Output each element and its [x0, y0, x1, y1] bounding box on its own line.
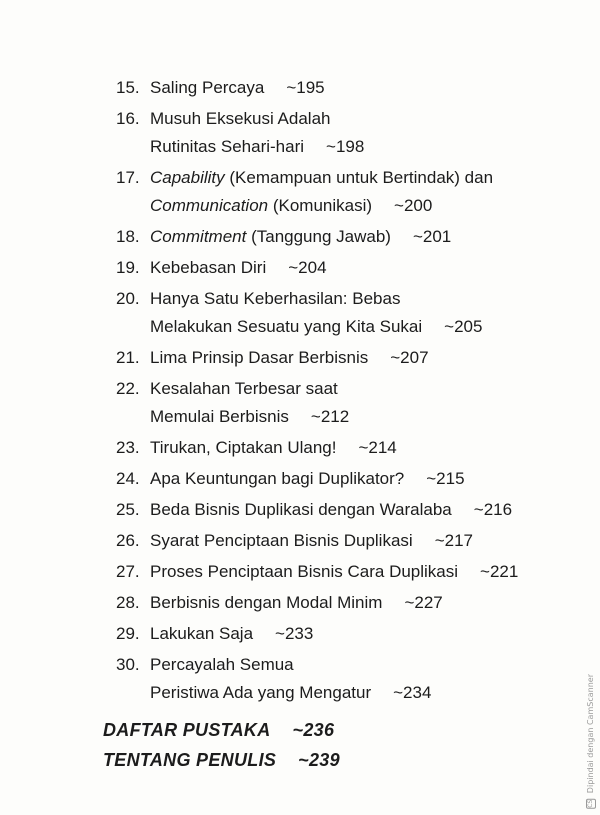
- toc-entry-number: 27.: [116, 562, 140, 581]
- toc-entry-title-line: [150, 496, 556, 524]
- toc-entry-title-line: [150, 192, 556, 220]
- toc-entry-page: ~215: [426, 469, 465, 488]
- toc-entry-page: ~214: [358, 438, 397, 457]
- toc-entry-text: Berbisnis dengan Modal Minim: [150, 593, 383, 612]
- toc-entry-text: Percayalah Semua: [150, 655, 294, 674]
- toc-entry-title-line: [150, 74, 556, 102]
- toc-entry-page: ~227: [404, 593, 443, 612]
- toc-entry: [116, 527, 556, 555]
- toc-entry: [116, 465, 556, 493]
- toc-entry-page: ~221: [480, 562, 519, 581]
- toc-entry: [116, 164, 556, 220]
- toc-entry-number: 22.: [116, 379, 140, 398]
- toc-entry-title-line: [150, 105, 556, 133]
- toc-entry-text: Beda Bisnis Duplikasi dengan Waralaba: [150, 500, 452, 519]
- toc-entry: [116, 223, 556, 251]
- toc-entry: [116, 375, 556, 431]
- scanner-watermark: [586, 674, 596, 809]
- toc-entry-page: ~233: [275, 624, 314, 643]
- toc-entry-title-line: [150, 651, 556, 679]
- toc-entry-text: Memulai Berbisnis: [150, 407, 289, 426]
- toc-entry-title-line: [150, 375, 556, 403]
- toc-entry-text: Rutinitas Sehari-hari: [150, 137, 305, 156]
- toc-entry-text: Lakukan Saja: [150, 624, 254, 643]
- toc-entry-number: 30.: [116, 655, 140, 674]
- toc-entry-title-line: [150, 465, 556, 493]
- toc-entry-number: 23.: [116, 438, 140, 457]
- toc-entry-page: ~234: [393, 683, 432, 702]
- toc-entry: [116, 496, 556, 524]
- toc-entry-title-line: [150, 133, 556, 161]
- toc-entry-term: Communication: [150, 196, 269, 215]
- toc-entry-number: 29.: [116, 624, 140, 643]
- toc-entry-page: ~198: [326, 137, 365, 156]
- about-author-page: ~239: [298, 750, 340, 770]
- toc-entry-title-line: [150, 434, 556, 462]
- toc-entry: [116, 254, 556, 282]
- toc-entry-text: Hanya Satu Keberhasilan: Bebas: [150, 289, 401, 308]
- toc-entry-number: 15.: [116, 78, 140, 97]
- toc-entry-page: ~205: [444, 317, 483, 336]
- about-author-label: TENTANG PENULIS: [103, 750, 277, 770]
- toc-entry-page: ~216: [473, 500, 513, 519]
- toc-entry-page: ~212: [310, 407, 350, 426]
- toc-entry: [116, 558, 556, 586]
- toc-entry-page: ~217: [434, 531, 473, 550]
- toc-entry: [116, 344, 556, 372]
- toc-entry-text: Kesalahan Terbesar saat: [150, 379, 338, 398]
- toc-entry-title-line: [150, 589, 556, 617]
- toc-entry-number: 26.: [116, 531, 140, 550]
- toc-entry-title-line: [150, 344, 556, 372]
- toc-entry-number: 20.: [116, 289, 140, 308]
- toc-entry-title-line: [150, 313, 556, 341]
- toc-entry-number: 25.: [116, 500, 140, 519]
- toc-entry-number: 18.: [116, 227, 140, 246]
- toc-entry-page: ~204: [288, 258, 327, 277]
- toc-entry: [116, 74, 556, 102]
- toc-entry-text: Syarat Penciptaan Bisnis Duplikasi: [150, 531, 413, 550]
- toc-entry-term: Commitment: [150, 227, 247, 246]
- toc-entry-title-line: [150, 164, 556, 192]
- table-of-contents: [116, 74, 556, 710]
- toc-entry-text: Musuh Eksekusi Adalah: [150, 109, 331, 128]
- toc-entry-text: Lima Prinsip Dasar Berbisnis: [150, 348, 369, 367]
- toc-entry: [116, 589, 556, 617]
- toc-entry: [116, 620, 556, 648]
- toc-entry-text: Apa Keuntungan bagi Duplikator?: [150, 469, 405, 488]
- toc-entry: [116, 434, 556, 462]
- toc-entry-number: 19.: [116, 258, 140, 277]
- toc-entry-title-line: [150, 527, 556, 555]
- toc-entry-text: Proses Penciptaan Bisnis Cara Duplikasi: [150, 562, 459, 581]
- toc-entry-text: (Komunikasi): [268, 196, 373, 215]
- toc-entry-title-line: [150, 285, 556, 313]
- about-author-entry: [103, 750, 340, 771]
- toc-entry-text: Melakukan Sesuatu yang Kita Sukai: [150, 317, 423, 336]
- bibliography-page: ~236: [292, 720, 335, 740]
- bibliography-entry: [103, 720, 334, 741]
- toc-entry-text: (Tanggung Jawab): [246, 227, 391, 246]
- toc-entry-number: 24.: [116, 469, 140, 488]
- toc-entry-number: 17.: [116, 168, 140, 187]
- camscanner-icon: CS: [587, 800, 594, 808]
- toc-entry-page: ~195: [286, 78, 325, 97]
- toc-entry-title-line: [150, 223, 556, 251]
- toc-entry: [116, 651, 556, 707]
- toc-entry-text: Tirukan, Ciptakan Ulang!: [150, 438, 337, 457]
- toc-entry-title-line: [150, 254, 556, 282]
- toc-entry-page: ~201: [412, 227, 452, 246]
- toc-entry-page: ~207: [390, 348, 429, 367]
- toc-entry: [116, 285, 556, 341]
- toc-entry-number: 16.: [116, 109, 140, 128]
- toc-entry: [116, 105, 556, 161]
- toc-entry-text: Saling Percaya: [150, 78, 265, 97]
- toc-entry-number: 28.: [116, 593, 140, 612]
- toc-entry-number: 21.: [116, 348, 140, 367]
- toc-entry-text: (Kemampuan untuk Bertindak) dan: [224, 168, 494, 187]
- bibliography-label: DAFTAR PUSTAKA: [103, 720, 271, 740]
- scanner-watermark-text: Dipindai dengan CamScanner: [586, 674, 595, 794]
- toc-entry-text: Peristiwa Ada yang Mengatur: [150, 683, 372, 702]
- toc-entry-term: Capability: [150, 168, 225, 187]
- toc-entry-title-line: [150, 679, 556, 707]
- toc-entry-page: ~200: [394, 196, 433, 215]
- toc-entry-title-line: [150, 403, 556, 431]
- toc-entry-title-line: [150, 620, 556, 648]
- toc-entry-title-line: [150, 558, 556, 586]
- toc-entry-text: Kebebasan Diri: [150, 258, 267, 277]
